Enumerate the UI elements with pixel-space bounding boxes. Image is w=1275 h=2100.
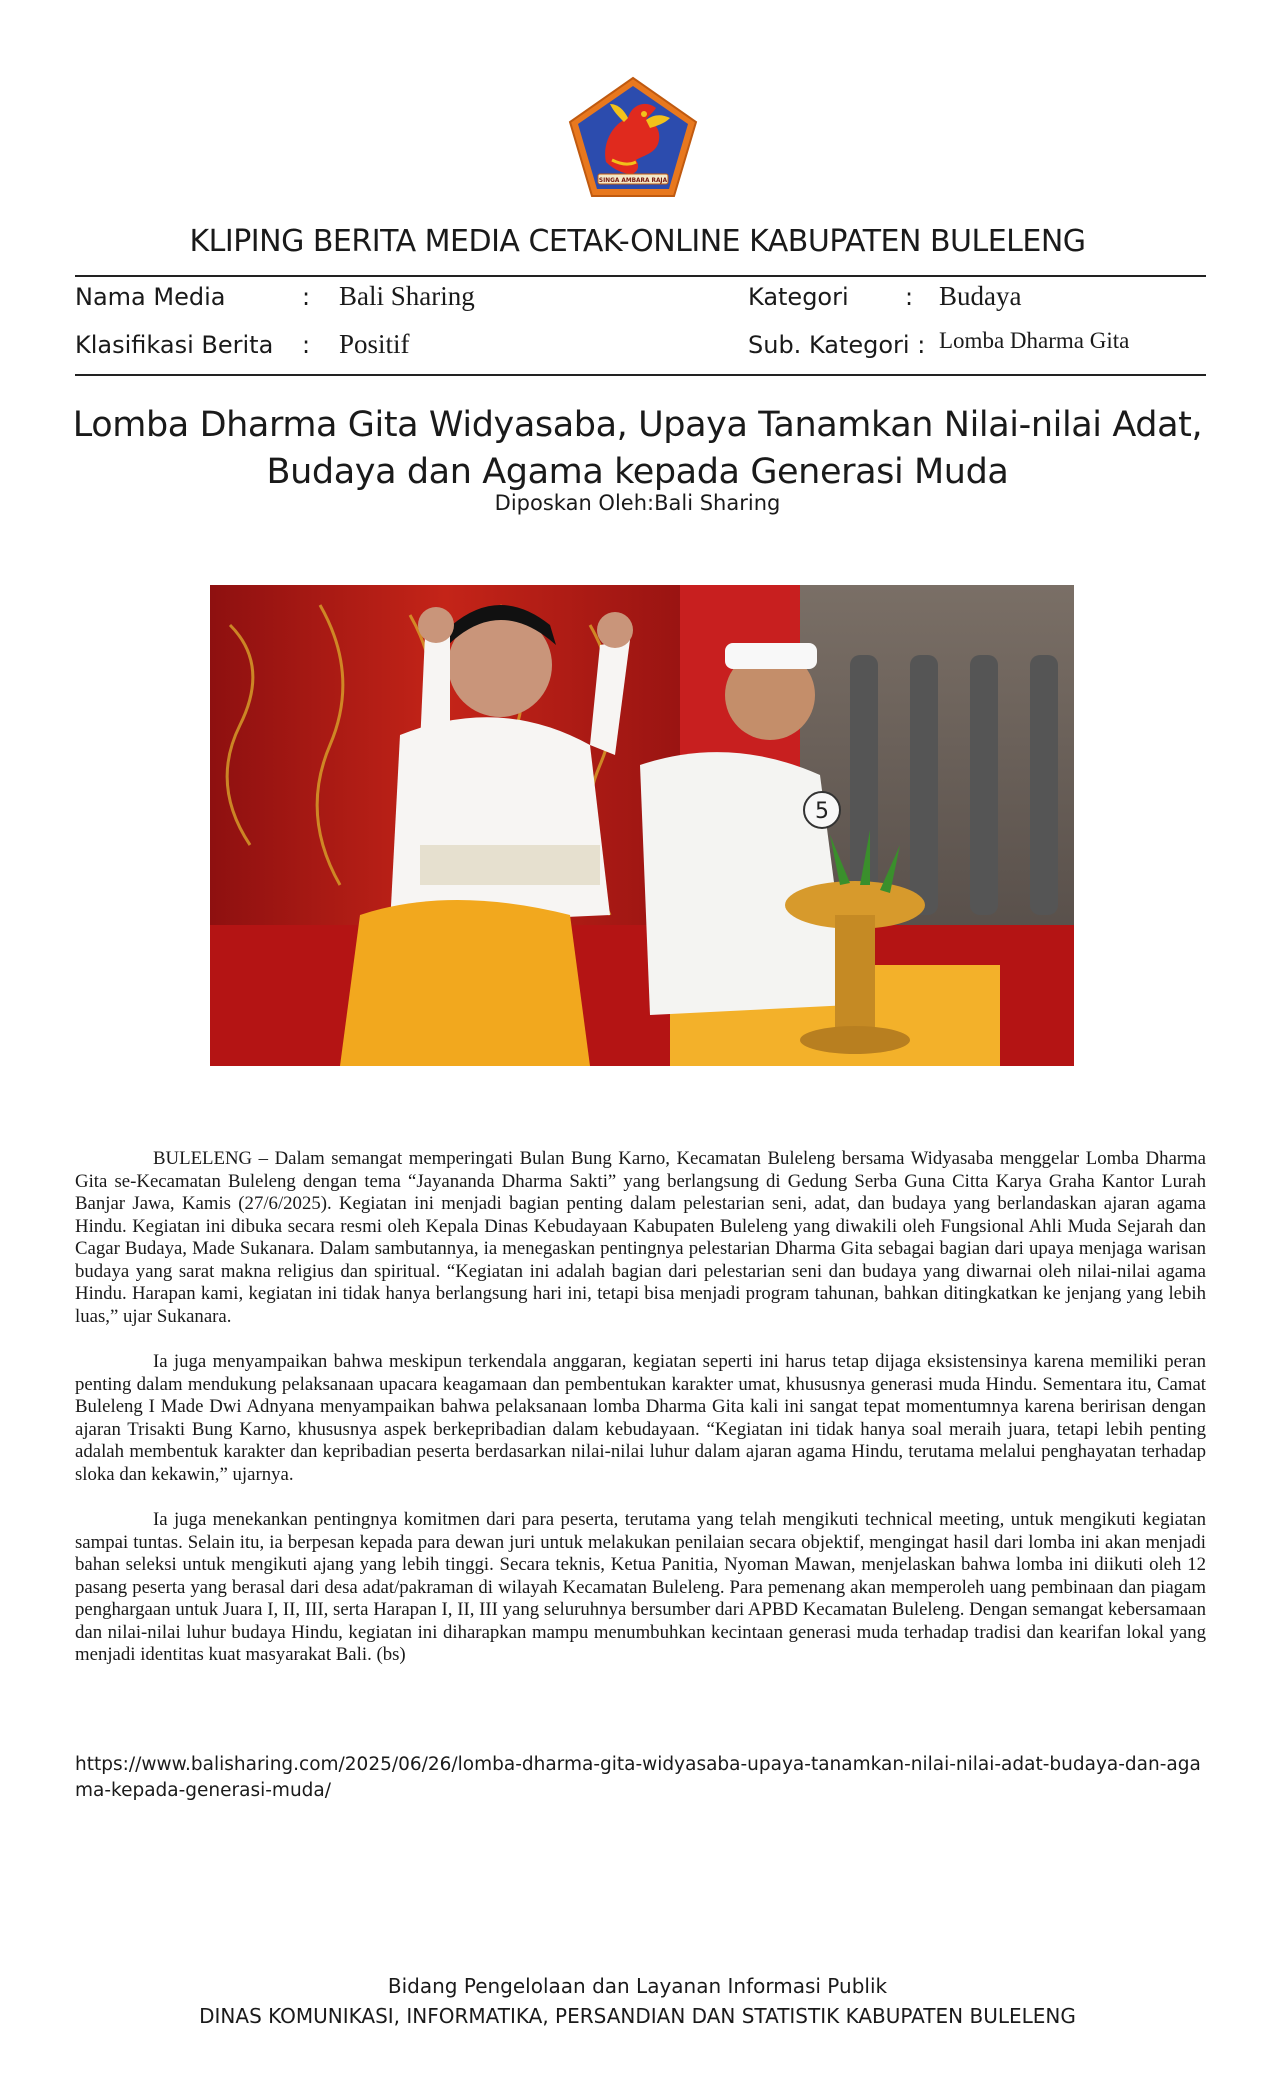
kliping-title: KLIPING BERITA MEDIA CETAK-ONLINE KABUPATEN BULELENG xyxy=(189,224,1086,259)
klasifikasi-label: Klasifikasi Berita xyxy=(75,331,274,359)
bottom-rule-divider xyxy=(75,374,1206,376)
subkategori-label: Sub. Kategori : xyxy=(748,331,926,359)
article-headline xyxy=(60,402,1215,496)
article-photo xyxy=(210,585,1074,1066)
logo-motto: SINGA AMBARA RAJA xyxy=(598,178,668,184)
headline-line-2: Budaya dan Agama kepada Generasi Muda xyxy=(266,452,1009,492)
kategori-value: Budaya xyxy=(939,281,1022,311)
article-body xyxy=(75,1148,1206,1690)
footer-agency: DINAS KOMUNIKASI, INFORMATIKA, PERSANDIAN DAN STATISTIK KABUPATEN BULELENG xyxy=(199,2004,1076,2028)
footer-department: Bidang Pengelolaan dan Layanan Informasi Publik xyxy=(387,1974,888,1998)
article-source-url[interactable]: https://www.balisharing.com/2025/06/26/lomba-dharma-gita-widyasaba-upaya-tanamkan-nilai-nilai-adat-budaya-dan-agama-kepada-generasi-muda/ xyxy=(75,1754,1201,1801)
kategori-colon: : xyxy=(905,283,914,311)
media-value: Bali Sharing xyxy=(339,281,475,311)
headline-line-1: Lomba Dharma Gita Widyasaba, Upaya Tanamkan Nilai-nilai Adat, xyxy=(72,405,1203,445)
article-paragraph-2: Ia juga menyampaikan bahwa meskipun terkendala anggaran, kegiatan seperti ini harus tetap dijaga eksistensinya karena memiliki peran penting dalam mendukung pelaksanaan upacara keagamaan dan pembentukan karakter umat, khususnya generasi muda Hindu. Sementara itu, Camat Buleleng I Made Dwi Adnyana menyampaikan bahwa pelaksanaan lomba Dharma Gita kali ini sangat tepat momentumnya karena beririsan dengan ajaran Trisakti Bung Karno, khususnya aspek berkepribadian dalam kebudayaan. “Kegiatan ini tidak hanya soal meraih juara, tetapi lebih penting adalah membentuk karakter dan kepribadian peserta berdasarkan nilai-nilai luhur dalam ajaran agama Hindu, terutama melalui penghayatan terhadap sloka dan kekawin,” ujarnya. xyxy=(75,1351,1206,1485)
photo-contestant-number: 5 xyxy=(815,799,829,824)
article-paragraph-1: BULELENG – Dalam semangat memperingati Bulan Bung Karno, Kecamatan Buleleng bersama Widyasaba menggelar Lomba Dharma Gita se-Kecamatan Buleleng dengan tema “Jayananda Dharma Sakti” yang berlangsung di Gedung Serba Guna Citta Karya Graha Kantor Lurah Banjar Jawa, Kamis (27/6/2025). Kegiatan ini menjadi bagian penting dalam pelestarian seni, adat, dan budaya yang berlandaskan ajaran agama Hindu. Kegiatan ini dibuka secara resmi oleh Kepala Dinas Kebudayaan Kabupaten Buleleng yang diwakili oleh Fungsional Ahli Muda Sejarah dan Cagar Budaya, Made Sukanara. Dalam sambutannya, ia menegaskan pentingnya pelestarian Dharma Gita sebagai bagian dari upaya menjaga warisan budaya yang sarat makna religius dan spiritual. “Kegiatan ini adalah bagian dari pelestarian seni dan budaya yang diwarnai oleh nilai-nilai agama Hindu. Harapan kami, kegiatan ini tidak hanya berlangsung hari ini, tetapi bisa menjadi program tahunan, bahkan ditingkatkan ke jenjang yang lebih luas,” ujar Sukanara. xyxy=(75,1148,1206,1327)
kategori-label: Kategori xyxy=(748,283,849,311)
klasifikasi-colon: : xyxy=(302,331,311,359)
article-byline: Diposkan Oleh:Bali Sharing xyxy=(494,491,781,515)
article-paragraph-3: Ia juga menekankan pentingnya komitmen dari para peserta, terutama yang telah mengikuti technical meeting, untuk mengikuti kegiatan sampai tuntas. Selain itu, ia berpesan kepada para dewan juri untuk melakukan penilaian secara objektif, mengingat hasil dari lomba ini akan menjadi bahan seleksi untuk mengikuti ajang yang lebih tinggi. Secara teknis, Ketua Panitia, Nyoman Mawan, menjelaskan bahwa lomba ini diikuti oleh 12 pasang peserta yang berasal dari desa adat/pakraman di wilayah Kecamatan Buleleng. Para pemenang akan memperoleh uang pembinaan dan piagam penghargaan untuk Juara I, II, III, serta Harapan I, II, III yang seluruhnya bersumber dari APBD Kecamatan Buleleng. Dengan semangat kebersamaan dan nilai-nilai luhur budaya Hindu, kegiatan ini diharapkan mampu menumbuhkan kecintaan generasi muda terhadap tradisi dan kearifan lokal yang menjadi identitas kuat masyarakat Bali. (bs) xyxy=(75,1509,1206,1665)
top-rule-divider xyxy=(75,275,1206,277)
klasifikasi-value: Positif xyxy=(339,329,410,359)
subkategori-value: Lomba Dharma Gita xyxy=(939,328,1130,353)
media-colon: : xyxy=(302,283,311,311)
media-label: Nama Media xyxy=(75,283,226,311)
buleleng-emblem-logo xyxy=(566,74,700,200)
